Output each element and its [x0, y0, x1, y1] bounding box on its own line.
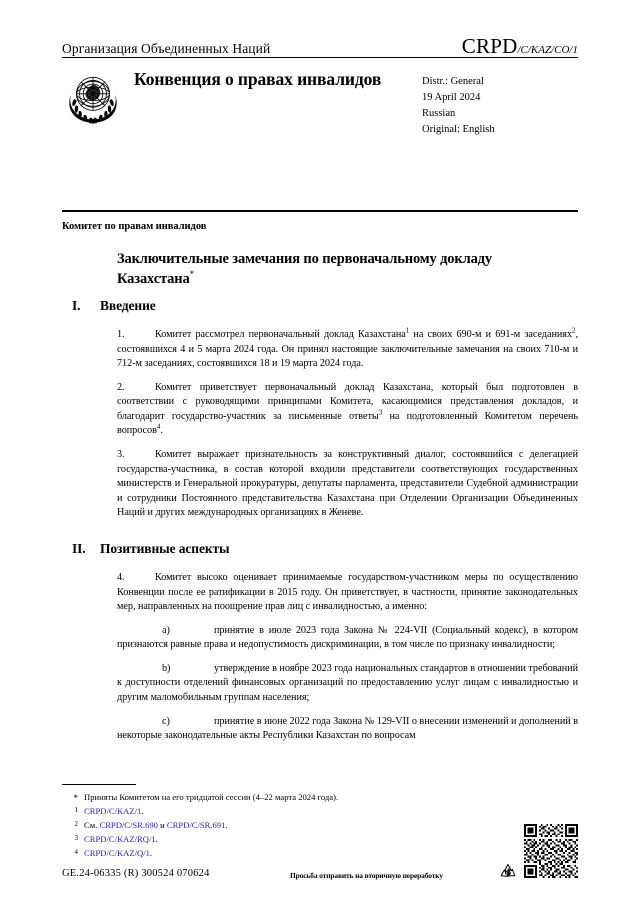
footnote-item — [62, 819, 492, 833]
header-divider — [62, 210, 578, 212]
section-numeral-1: I. — [72, 298, 81, 313]
footnote-prefix: Приняты Комитетом на его тридцатой сессии (4–22 марта 2024 года). — [84, 792, 339, 802]
section-numeral-2: II. — [72, 540, 86, 556]
title-band — [62, 66, 578, 146]
distribution-line-4: Original: English — [422, 123, 495, 135]
footnote-link-secondary[interactable]: CRPD/C/SR.691 — [166, 819, 226, 830]
footnote-marker: 2 — [74, 819, 78, 828]
document-symbol-suffix: /C/KAZ/CO/1 — [517, 44, 578, 56]
footnote-ref-1[interactable]: 1 — [405, 326, 410, 335]
document-symbol-main: CRPD — [461, 34, 518, 58]
job-number: GE.24-06335 (R) 300524 070624 — [62, 868, 210, 879]
footnote-item — [62, 805, 492, 819]
paragraph-number-1: 1. — [117, 329, 125, 340]
distribution-line-2: 19 April 2024 — [422, 91, 481, 103]
page-title-footnote-marker: * — [189, 269, 194, 280]
masthead-divider — [62, 57, 578, 58]
paragraph-4 — [117, 571, 578, 615]
qr-code — [524, 824, 578, 878]
un-emblem-icon — [62, 70, 124, 128]
footnote-item — [62, 847, 492, 861]
footnote-text — [84, 791, 492, 805]
footnote-text — [84, 819, 492, 833]
footnote-ref-4[interactable]: 4 — [156, 423, 161, 432]
section-label-2: Позитивные аспекты — [100, 540, 230, 556]
subparagraph-c — [117, 715, 578, 744]
footnote-link[interactable]: CRPD/C/SR.690 — [99, 819, 158, 830]
committee-name: Комитет по правам инвалидов — [62, 221, 207, 232]
distribution-line-3: Russian — [422, 107, 456, 119]
section-heading-introduction — [62, 298, 578, 314]
footnote-marker: 1 — [74, 805, 78, 814]
paragraph-number-4: 4. — [117, 571, 125, 583]
footnote-suffix: . — [155, 833, 158, 844]
footnote-ref-2[interactable]: 2 — [572, 326, 576, 335]
subparagraph-b — [117, 662, 578, 706]
footnote-item — [62, 790, 492, 805]
paragraph-2-text-a: Комитет приветствует первоначальный доклад Казахстана, который был подготовлен в соответствии с руководящими принципами Комитета, касающимися представления докладов, и благодарит государство-участник за письменные ответы — [117, 381, 578, 422]
subparagraph-c-text: принятие в июне 2022 года Закона № 129-VII о внесении изменений и дополнений в некоторые законодательные акты Республики Казахстан по вопросам — [117, 715, 578, 742]
masthead — [62, 36, 578, 57]
section-heading-positive-aspects — [62, 541, 578, 557]
paragraph-1-text-a: Комитет рассмотрел первоначальный доклад Казахстана — [155, 329, 406, 340]
subparagraph-b-text: утверждение в ноябре 2023 года национальных стандартов в отношении требований к доступности отделений финансовых организаций по предоставлению услуг лицам с инвалидностью и другим маломобильным группам населения; — [117, 662, 578, 703]
footnote-ref-3[interactable]: 3 — [378, 408, 383, 417]
subparagraph-a — [117, 624, 578, 653]
paragraph-2-text-c: . — [160, 425, 163, 437]
globe-landmass — [85, 85, 100, 101]
footnote-link[interactable]: CRPD/C/KAZ/RQ/1 — [84, 833, 156, 844]
footnote-link[interactable]: CRPD/C/KAZ/1 — [84, 805, 142, 816]
subparagraph-letter-c: c) — [162, 715, 170, 727]
subparagraph-letter-a: a) — [162, 624, 170, 636]
paragraph-number-2: 2. — [117, 381, 125, 393]
paragraph-3-text: Комитет выражает признательность за конструктивный диалог, состоявшийся с делегацией государства-участника, в состав которой входили представители соответствующих государственных министерств и Генеральной прокуратуры, депутаты парламента, представители Судебной администрации и сотрудники Постоянного представительства Казахстана при Отделении Организации Объединенных Наций и других международных организациях в Женеве. — [117, 449, 578, 519]
footnote-suffix: . — [225, 819, 228, 830]
footnote-link[interactable]: CRPD/C/KAZ/Q/1 — [84, 847, 150, 858]
footnote-marker: 4 — [74, 847, 78, 856]
paragraph-3 — [117, 448, 578, 521]
paragraph-1-text-c: , состоявшихся 4 и 5 марта 2024 года. Он принял настоящие заключительные замечания на своих 710-м и 712-м заседаниях, состоявшихся 18 и 19 марта 2024 года. — [117, 329, 578, 370]
footnote-item — [62, 833, 492, 847]
footnote-text — [84, 805, 492, 819]
footnote-text — [84, 847, 492, 861]
distribution-block — [422, 74, 495, 138]
footnote-suffix: . — [149, 847, 153, 858]
page-title-text: Заключительные замечания по первоначальному докладу Казахстана — [117, 251, 492, 287]
subparagraph-a-text: принятие в июле 2023 года Закона № 224-VII (Социальный кодекс), в котором признаются равные права и недопустимость дискриминации, в том числе по признаку инвалидности; — [117, 624, 578, 651]
paragraph-2 — [117, 381, 578, 439]
page-title — [117, 250, 517, 289]
footnote-marker: 3 — [74, 833, 78, 842]
footnote-suffix: . — [141, 805, 144, 816]
paragraph-2-text-b: на подготовленный Комитетом перечень вопросов — [117, 410, 578, 437]
footnote-middle: и — [157, 819, 167, 830]
footnote-list — [62, 790, 492, 861]
document-body — [62, 298, 578, 744]
section-label-1: Введение — [100, 298, 156, 313]
paragraph-1 — [117, 328, 578, 372]
document-symbol — [462, 36, 578, 57]
paragraph-number-3: 3. — [117, 449, 125, 461]
footnote-text — [84, 833, 492, 847]
organization-name: Организация Объединенных Наций — [62, 41, 271, 57]
subparagraph-letter-b: b) — [162, 662, 171, 674]
footnote-separator — [62, 784, 136, 785]
recycling-note: Просьба отправить на вторичную переработку — [290, 871, 443, 880]
recycle-icon — [498, 862, 518, 882]
convention-title: Конвенция о правах инвалидов — [134, 69, 382, 89]
distribution-line-1: Distr.: General — [422, 76, 484, 87]
paragraph-1-text-b: на своих 690-м и 691-м заседаниях — [409, 329, 572, 340]
footnote-marker: * — [73, 793, 78, 803]
footnote-prefix: См. — [84, 819, 100, 830]
paragraph-4-text: Комитет высоко оценивает принимаемые государством-участником меры по осуществлению Конвенции после ее ратификации в 2015 году. Он приветствует, в частности, принятие законодательных мер, направленных на поощрение прав лиц с инвалидностью, а именно: — [117, 571, 578, 613]
